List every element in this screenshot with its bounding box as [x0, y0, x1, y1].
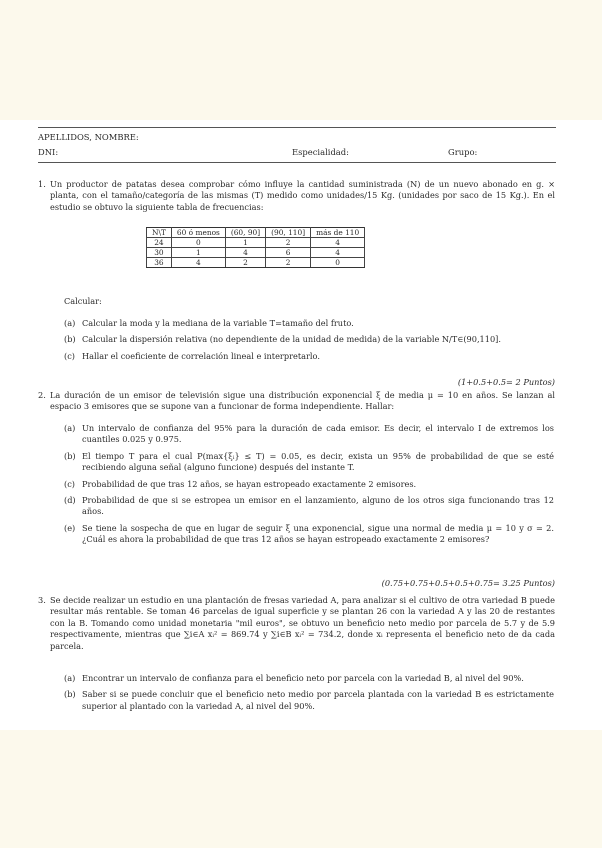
- exam-page: [0, 120, 602, 730]
- list-item: [64, 451, 554, 474]
- exercise-2-statement: La duración de un emisor de televisión sigue una distribución exponencial ξ de media μ = 10 en años. Se lanzan al espacio 3 emisores que se supone van a funcionar de forma independiente. Hallar:: [50, 390, 555, 412]
- table-row: [147, 248, 365, 258]
- dni-field-label: DNI:: [38, 147, 59, 157]
- list-item: [64, 423, 554, 446]
- table-cell: 2: [266, 258, 311, 268]
- list-item: [64, 318, 554, 329]
- exercise-2: [38, 390, 555, 588]
- item-text: Hallar el coeficiente de correlación lineal e interpretarlo.: [82, 350, 320, 361]
- table-cell: 2: [266, 238, 311, 248]
- exercise-1-tasks: [50, 296, 555, 387]
- calcular-label: Calcular:: [64, 296, 102, 306]
- item-label: (c): [64, 478, 75, 489]
- exercise-2-number: 2.: [38, 390, 46, 400]
- item-text: Un intervalo de confianza del 95% para la duración de cada emisor. Es decir, el intervalo I de extremos los cuantiles 0.025 y 0.975.: [82, 423, 554, 445]
- exercise-2-items: [64, 423, 554, 551]
- exercise-3-number: 3.: [38, 595, 46, 605]
- item-label: (a): [64, 423, 76, 433]
- table-row: [147, 238, 365, 248]
- item-text: Probabilidad de que si se estropea un emisor en el lanzamiento, alguno de los otros siga funcionando tras 12 años.: [82, 495, 554, 517]
- list-item: [64, 689, 554, 712]
- item-label: (b): [64, 689, 76, 700]
- item-text: Saber si se puede concluir que el beneficio neto medio por parcela plantada con la variedad B es estrictamente superior al plantado con la variedad A, al nivel del 90%.: [82, 689, 554, 711]
- table-header-cell: (60, 90]: [225, 228, 265, 238]
- table-cell: 30: [147, 248, 172, 258]
- table-cell: 0: [171, 238, 225, 248]
- table-cell: 1: [225, 238, 265, 248]
- exercise-2-points: (0.75+0.75+0.5+0.5+0.75= 3.25 Puntos): [381, 578, 555, 588]
- exercise-1-number: 1.: [38, 179, 46, 189]
- table-cell: 4: [311, 248, 365, 258]
- item-label: (b): [64, 450, 76, 461]
- frequency-table: [146, 227, 365, 268]
- list-item: [64, 673, 554, 684]
- item-text: Se tiene la sospecha de que en lugar de seguir ξ una exponencial, sigue una normal de media μ = 10 y σ = 2. ¿Cuál es ahora la probabilidad de que tras 12 años se hayan estropeado exactamente 2 emisores?: [82, 522, 554, 545]
- table-cell: 6: [266, 248, 311, 258]
- name-field-label: APELLIDOS, NOMBRE:: [38, 132, 139, 142]
- item-label: (d): [64, 495, 76, 506]
- table-cell: 4: [225, 248, 265, 258]
- exercise-3: [38, 595, 555, 711]
- table-header-cell: (90, 110]: [266, 228, 311, 238]
- table-cell: 36: [147, 258, 172, 268]
- table-cell: 1: [171, 248, 225, 258]
- list-item: [64, 334, 554, 345]
- exercise-3-statement: Se decide realizar un estudio en una plantación de fresas variedad A, para analizar si el cultivo de otra variedad B puede resultar más rentable. Se toman 46 parcelas de igual superficie y se plantan 26 con la variedad A y las 20 de restantes con la B. Tomando como unidad monetaria "mil euros", se obtuvo un beneficio neto medio por parcela de 5.7 y de 5.9 respectivamente, mientras que ∑i∈A xᵢ² = 869.74 y ∑i∈B xᵢ² = 734.2, donde xᵢ representa el beneficio neto de da cada parcela.: [50, 595, 555, 651]
- exercise-1-items: [64, 318, 554, 367]
- item-label: (e): [64, 522, 76, 533]
- item-text: Calcular la moda y la mediana de la variable T=tamaño del fruto.: [82, 318, 354, 328]
- table-header-cell: N\T: [147, 228, 172, 238]
- table-header-cell: 60 ó menos: [171, 228, 225, 238]
- item-text: El tiempo T para el cual P(max{ξᵢ} ≤ T) = 0.05, es decir, exista un 95% de probabilidad de que se esté recibiendo alguna señal (alguno funcione) después del instante T.: [82, 450, 554, 473]
- item-text: Encontrar un intervalo de confianza para el beneficio neto por parcela con la variedad B, al nivel del 90%.: [82, 673, 524, 683]
- item-label: (a): [64, 673, 76, 683]
- exercise-3-items: [64, 673, 554, 717]
- item-text: Probabilidad de que tras 12 años, se hayan estropeado exactamente 2 emisores.: [82, 478, 417, 489]
- table-header-cell: más de 110: [311, 228, 365, 238]
- top-rule: [38, 127, 556, 128]
- exercise-1-statement: Un productor de patatas desea comprobar cómo influye la cantidad suministrada (N) de un nuevo abonado en g. × planta, con el tamaño/categoría de las mismas (T) medido como unidades/15 Kg. (unidades por saco de 15 Kg.). En el estudio se obtuvo la siguiente tabla de frecuencias:: [50, 179, 555, 212]
- table-cell: 2: [225, 258, 265, 268]
- item-label: (a): [64, 318, 76, 328]
- table-cell: 4: [311, 238, 365, 248]
- item-text: Calcular la dispersión relativa (no dependiente de la unidad de medida) de la variable N/T∈(90,110].: [82, 334, 501, 345]
- list-item: [64, 351, 554, 362]
- item-label: (b): [64, 334, 76, 345]
- exercise-1: [38, 179, 555, 213]
- grupo-field-label: Grupo:: [448, 147, 478, 157]
- table-cell: 24: [147, 238, 172, 248]
- list-item: [64, 495, 554, 518]
- table-row: [147, 258, 365, 268]
- table-cell: 4: [171, 258, 225, 268]
- header-bottom-rule: [38, 162, 556, 163]
- exercise-1-points: (1+0.5+0.5= 2 Puntos): [457, 377, 555, 387]
- especialidad-field-label: Especialidad:: [292, 147, 349, 157]
- item-label: (c): [64, 350, 75, 361]
- list-item: [64, 479, 554, 490]
- list-item: [64, 523, 554, 546]
- table-header-row: [147, 228, 365, 238]
- table-cell: 0: [311, 258, 365, 268]
